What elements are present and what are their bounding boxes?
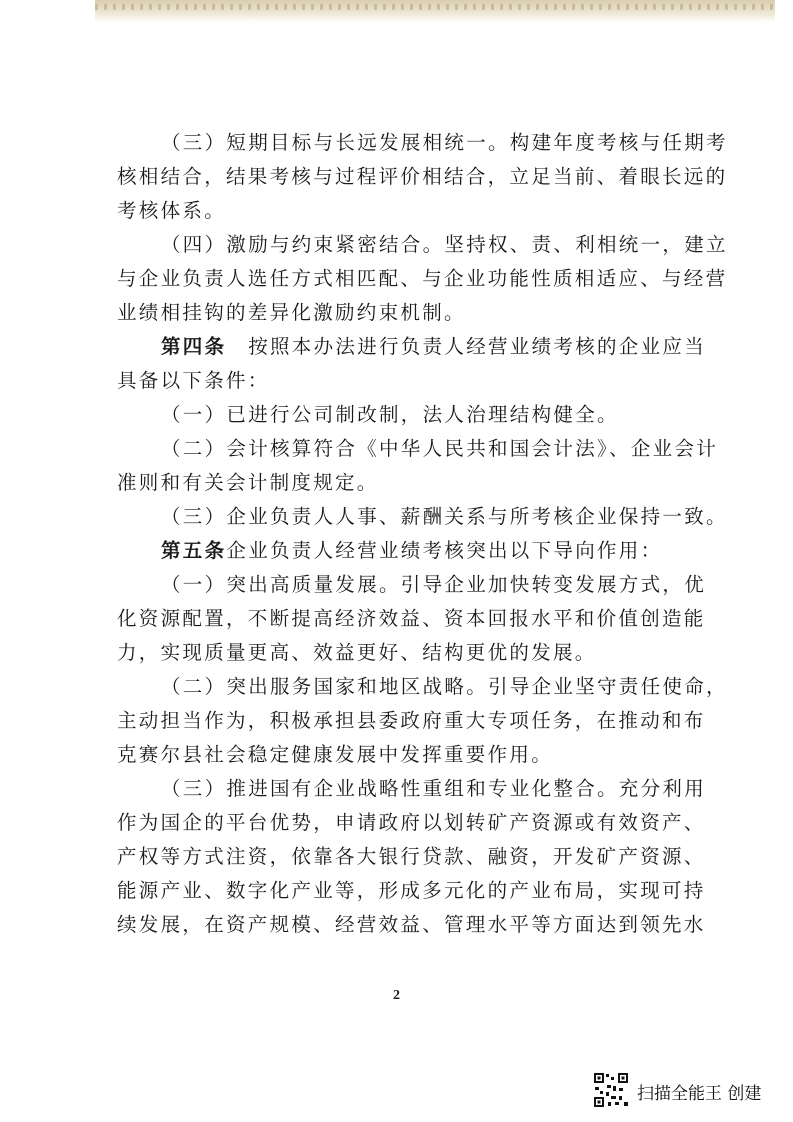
line-text: 准则和有关会计制度规定。 <box>117 471 379 494</box>
line-text: 力，实现质量更高、效益更好、结构更优的发展。 <box>117 641 597 664</box>
text-line <box>117 909 706 941</box>
text-line <box>117 297 677 329</box>
line-text: 按照本办法进行负责人经营业绩考核的企业应当 <box>226 335 707 358</box>
text-line <box>117 841 706 873</box>
line-text: 续发展，在资产规模、经营效益、管理水平等方面达到领先水 <box>117 913 706 936</box>
line-text: （二）会计核算符合《中华人民共和国会计法》、企业会计 <box>161 437 719 460</box>
text-line <box>161 535 677 567</box>
text-line <box>161 127 728 159</box>
line-text: 化资源配置，不断提高经济效益、资本回报水平和价值创造能 <box>117 607 706 630</box>
text-line <box>117 875 706 907</box>
line-text: 与企业负责人选任方式相匹配、与企业功能性质相适应、与经营 <box>117 267 728 290</box>
line-text: （四）激励与约束紧密结合。坚持权、责、利相统一，建立 <box>161 233 728 256</box>
line-text: 核相结合，结果考核与过程评价相结合，立足当前、着眼长远的 <box>117 165 728 188</box>
line-text: 企业负责人经营业绩考核突出以下导向作用： <box>226 539 663 562</box>
scanner-watermark <box>593 1072 783 1110</box>
text-line <box>117 739 677 771</box>
text-line <box>161 399 677 431</box>
text-line <box>117 263 728 295</box>
text-line <box>161 671 728 703</box>
text-line <box>117 705 706 737</box>
text-line <box>161 433 719 465</box>
article-heading: 第五条 <box>161 539 227 562</box>
text-line <box>117 195 677 227</box>
line-text: （一）突出高质量发展。引导企业加快转变发展方式，优 <box>161 573 707 596</box>
text-line <box>161 569 707 601</box>
line-text: 考核体系。 <box>117 199 227 222</box>
text-line <box>117 161 728 193</box>
text-line <box>117 637 677 669</box>
line-text: 业绩相挂钩的差异化激励约束机制。 <box>117 301 466 324</box>
text-line <box>161 501 728 533</box>
text-line <box>117 365 677 397</box>
text-line <box>117 603 706 635</box>
text-line <box>161 229 728 261</box>
line-text: 能源产业、数字化产业等，形成多元化的产业布局，实现可持 <box>117 879 706 902</box>
article-heading: 第四条 <box>161 335 227 358</box>
text-line <box>117 807 706 839</box>
line-text: （二）突出服务国家和地区战略。引导企业坚守责任使命， <box>161 675 728 698</box>
line-text: （三）推进国有企业战略性重组和专业化整合。充分利用 <box>161 777 707 800</box>
line-text: 作为国企的平台优势，申请政府以划转矿产资源或有效资产、 <box>117 811 706 834</box>
watermark-label: 扫描全能王 创建 <box>637 1084 762 1104</box>
text-line <box>161 331 707 363</box>
line-text: （三）短期目标与长远发展相统一。构建年度考核与任期考 <box>161 131 728 154</box>
line-text: （三）企业负责人人事、薪酬关系与所考核企业保持一致。 <box>161 505 728 528</box>
line-text: 主动担当作为，积极承担县委政府重大专项任务，在推动和布 <box>117 709 706 732</box>
line-text: 克赛尔县社会稳定健康发展中发挥重要作用。 <box>117 743 554 766</box>
line-text: 具备以下条件： <box>117 369 270 392</box>
text-line <box>161 773 707 805</box>
text-line <box>117 467 677 499</box>
line-text: 产权等方式注资，依靠各大银行贷款、融资，开发矿产资源、 <box>117 845 706 868</box>
qr-code-icon <box>593 1072 629 1108</box>
line-text: （一）已进行公司制改制，法人治理结构健全。 <box>161 403 619 426</box>
page-number: 2 <box>393 988 400 1003</box>
